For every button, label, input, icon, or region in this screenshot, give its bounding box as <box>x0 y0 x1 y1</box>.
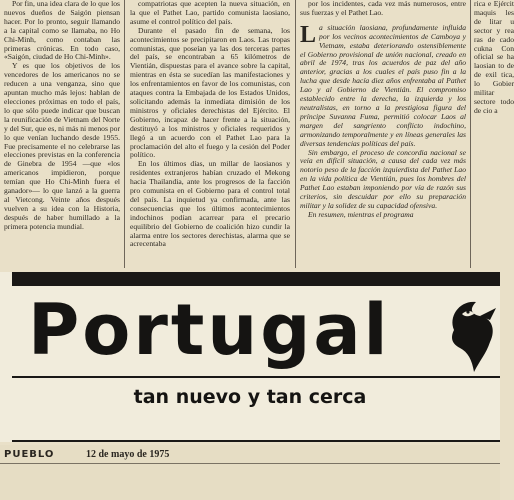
paragraph: a situación laosiana, profundamente influida por los vecinos acontecimientos de Camboya y Vietnam, estaba deteriorando ostensiblemente el Gobierno provisional de unión nacional, creado en abril de 1974, tras los acuerdos de paz del año anterior, gracias a los cuales el país puso fin a la lucha que desde hacía diez años enfrentaba al Pathet Lao y al Gobierno de Vientián. El compromiso establecido entre la derecha, la izquierda y los neutralistas, en torno a la prestigiosa figura del príncipe Suvanna Fuma, permitió colocar Laos al margen del sangriento conflicto indochino, armonizando temporalmente y en líneas generales las diversas tendencias políticas del país. <box>300 22 466 148</box>
article-column-4-cropped <box>474 0 514 268</box>
paragraph: compatriotas que acepten la nueva situación, en la que el Pathet Lao, partido comunista laosiano, asume el control político del país. <box>130 0 290 26</box>
paragraph: Durante el pasado fin de semana, los acontecimientos se precipitaron en Laos. Las tropas comunistas, que poseían ya las dos terceras partes del país, se encontraban a 65 kilómetros de Vientián, dispuestas para el avance sobre la capital, mientras en ésta se sucedían las manifestaciones y los enfrentamientos en favor de los comunistas, con ataques contra la Embajada de los Estados Unidos, solicitando además la inmediata dimisión de los ministros y oficiales derechistas del Ejército. El Gobierno, incapaz de hacer frente a la situación, destituyó a los ministros y oficiales requeridos y llegó a un acuerdo con el Pathet Lao para la proclamación del alto el fuego y la cesión del Poder político. <box>130 25 290 160</box>
page-footer <box>0 445 500 500</box>
publication-name: PUEBLO <box>4 449 55 460</box>
banner-subtitle: tan nuevo y tan cerca <box>133 386 367 408</box>
portugal-banner <box>0 272 500 442</box>
column-divider <box>295 0 296 268</box>
banner-bottom-rule <box>12 440 500 442</box>
paragraph: rica e Ejércit maquis les de litar u sector y rea ras de cado cukna Con oficial se ha laosian to de de exil tica, lo Gobier militar sectore todo de cio a <box>474 0 514 115</box>
column-divider <box>470 0 471 268</box>
banner-top-rule <box>12 272 500 286</box>
paragraph: Y es que los objetivos de los vencedores de los americanos no se reducen a una venganza, sino que apuntan mucho más lejos: hablan de elecciones próximas en todo el país, lo que sólo puede indicar que buscan la reunificación de Vietnam del Norte y del Sur, que es, ni más ni menos por lo que venían luchando desde 1955. Fue precisamente el no celebrarse las elecciones previstas en la conferencia de Ginebra de 1954 —que «los americanos impidieron, porque temían que Ho Chi-Minh fuera el ganador»— lo que lanzó a la guerra al Vietcong. Veinte años después vuelven a su idea con la Historia, después de haber humillado a la primera potencia mundial. <box>4 61 120 231</box>
article-column-1 <box>4 0 120 268</box>
paragraph: Por fin, una idea clara de lo que los nuevos dueños de Saigón piensan hacer. Por lo pronto, seguir llamando a la capital como se llamaba, no Ho Chi-Minh, como contaban las primeras crónicas. En todo caso, «Saigón, ciudad de Ho Chi-Minh». <box>4 0 120 62</box>
banner-title: Portugal <box>28 289 391 371</box>
banner-middle-rule <box>12 376 500 378</box>
swallow-icon <box>440 290 498 374</box>
paragraph: por los incidentes, cada vez más numerosos, entre sus fuerzas y el Pathet Lao. <box>300 0 466 17</box>
drop-cap: L <box>300 21 317 48</box>
article-column-3 <box>300 0 466 268</box>
paragraph: En resumen, mientras el programa <box>308 209 414 219</box>
paragraph: En los últimos días, un millar de laosianos y residentes extranjeros habían cruzado el Mekong hacia Thailandia, ante los progresos de la facción pro comunista en el Gobierno para el control total del país. La inquietud ya confirmada, ante las consecuencias que los últimos acontecimientos indochinos podían acarrear para el precario equilibrio del Gobierno de coalición hizo cundir la alarma entre los sectores derechistas, alarma que se acrecentaba <box>130 159 290 249</box>
article-column-2 <box>130 0 290 268</box>
footer-rule <box>0 463 500 464</box>
paragraph: Sin embargo, el proceso de concordia nacional se veía en difícil situación, a causa del cada vez más notorio peso de la facción izquierdista del Pathet Lao en la vida política de Vientián, pues los hombres del Pathet Lao estaban imponiendo por vía de razón sus criterios, sin descuidar por ello su preparación militar y la solidez de su capacidad ofensiva. <box>300 147 466 210</box>
publication-date: 12 de mayo de 1975 <box>86 449 170 460</box>
column-divider <box>124 0 125 268</box>
